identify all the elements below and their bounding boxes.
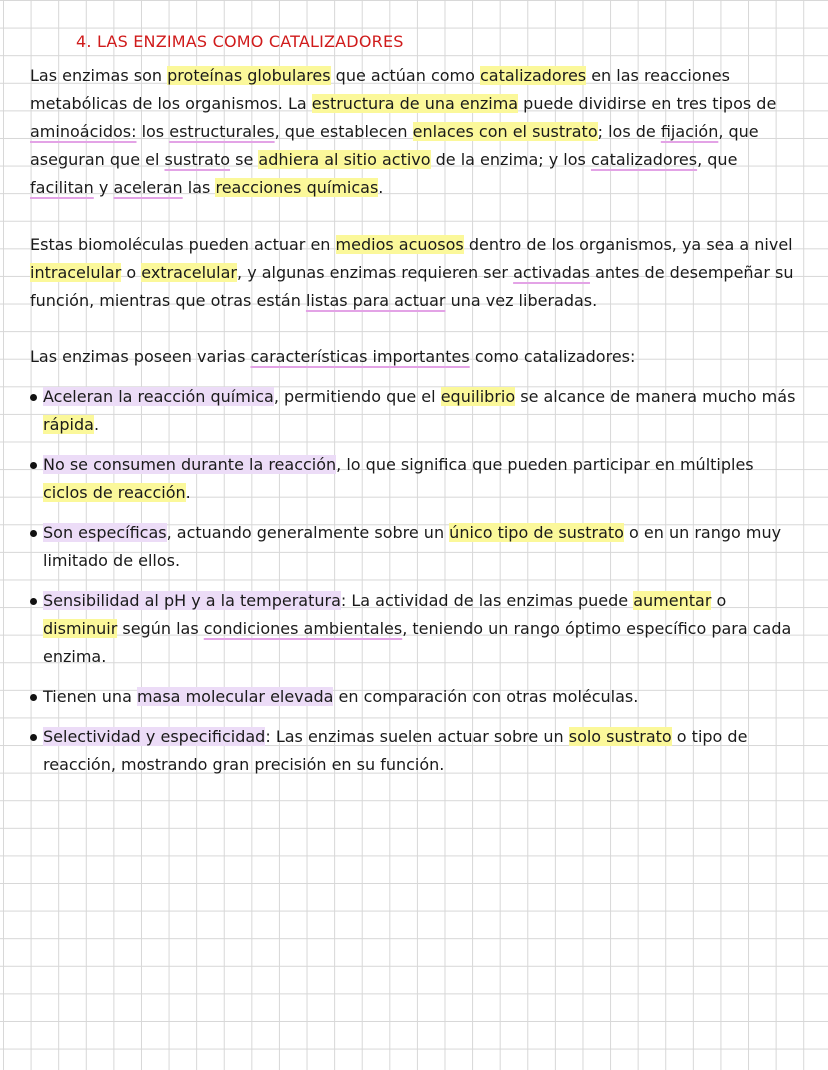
text: dentro de los organismos, ya sea a nivel <box>463 235 793 254</box>
text: . <box>378 178 384 197</box>
list-item <box>30 683 803 711</box>
highlight: adhiera al sitio activo <box>258 150 431 169</box>
list-item <box>30 451 803 507</box>
highlight: estructura de una enzima <box>311 94 519 113</box>
underline: fijación <box>660 122 719 141</box>
bullet-icon <box>30 734 37 741</box>
highlight: solo sustrato <box>568 727 672 746</box>
text: , actuando generalmente sobre un <box>166 523 450 542</box>
bullet-icon <box>30 462 37 469</box>
text: : Las enzimas suelen actuar sobre un <box>265 727 569 746</box>
text: Tienen una <box>43 687 137 706</box>
underline: activadas <box>513 263 590 282</box>
highlight: extracelular <box>141 263 238 282</box>
highlight: masa molecular elevada <box>136 687 334 706</box>
highlight: Selectividad y especificidad <box>43 727 266 746</box>
text: y <box>93 178 114 197</box>
text: o <box>711 591 727 610</box>
text: que actúan como <box>330 66 480 85</box>
text: en comparación con otras moléculas. <box>333 687 639 706</box>
text: , que <box>697 150 738 169</box>
highlight: enlaces con el sustrato <box>412 122 598 141</box>
text: o tipo de reacción, mostrando gran precisión en su función. <box>43 727 748 774</box>
text: Las enzimas son <box>30 66 168 85</box>
highlight: equilibrio <box>440 387 516 406</box>
bullet-icon <box>30 394 37 401</box>
text: o <box>121 263 142 282</box>
text: los <box>136 122 170 141</box>
bullet-icon <box>30 694 37 701</box>
list-item <box>30 587 803 671</box>
text: ; los de <box>597 122 661 141</box>
text: , teniendo un rango óptimo específico para cada enzima. <box>43 619 792 666</box>
section-title: 4. LAS ENZIMAS COMO CATALIZADORES <box>76 32 404 51</box>
text: , lo que significa que pueden participar en múltiples <box>336 455 754 474</box>
highlight: Son específicas <box>43 523 167 542</box>
highlight: Sensibilidad al pH y a la temperatura <box>43 591 341 610</box>
text: en las reacciones metabólicas de los organismos. La <box>30 66 730 113</box>
list-item <box>30 723 803 779</box>
text: las <box>182 178 216 197</box>
highlight: No se consumen durante la reacción <box>43 455 337 474</box>
highlight: medios acuosos <box>335 235 464 254</box>
text: , que aseguran que el <box>30 122 759 169</box>
paragraph-biomolecules <box>30 231 800 315</box>
text: puede dividirse en tres tipos de <box>518 94 777 113</box>
text: Estas biomoléculas pueden actuar en <box>30 235 336 254</box>
highlight: disminuir <box>43 619 118 638</box>
text: una vez liberadas. <box>445 291 598 310</box>
text: , y algunas enzimas requieren ser <box>237 263 514 282</box>
underline: características importantes <box>250 347 470 366</box>
highlight: proteínas globulares <box>167 66 331 85</box>
text: como catalizadores: <box>469 347 636 366</box>
highlight: rápida <box>43 415 94 434</box>
text: o en un rango muy limitado de ellos. <box>43 523 782 570</box>
text: . <box>185 483 191 502</box>
highlight: Aceleran la reacción química <box>43 387 274 406</box>
text: de la enzima; y los <box>430 150 591 169</box>
text: , permitiendo que el <box>273 387 441 406</box>
paragraph-characteristics-intro <box>30 343 800 371</box>
highlight: aumentar <box>633 591 712 610</box>
paragraph-enzymes-definition <box>30 62 800 202</box>
text: según las <box>117 619 204 638</box>
underline: catalizadores <box>590 150 698 169</box>
underline: aminoácidos: <box>30 122 137 141</box>
text: : La actividad de las enzimas puede <box>340 591 634 610</box>
text: se alcance de manera mucho más <box>515 387 796 406</box>
underline: facilitan <box>30 178 94 197</box>
text: , que establecen <box>274 122 413 141</box>
bullet-icon <box>30 598 37 605</box>
list-item <box>30 519 803 575</box>
underline: listas para actuar <box>305 291 446 310</box>
bullet-icon <box>30 530 37 537</box>
text: . <box>93 415 100 434</box>
list-item <box>30 383 803 439</box>
highlight: reacciones químicas <box>215 178 379 197</box>
highlight: único tipo de sustrato <box>449 523 624 542</box>
highlight: intracelular <box>30 263 122 282</box>
underline: aceleran <box>113 178 183 197</box>
text: Las enzimas poseen varias <box>30 347 251 366</box>
highlight: ciclos de reacción <box>43 483 186 502</box>
highlight: catalizadores <box>480 66 587 85</box>
underline: estructurales <box>169 122 275 141</box>
text: se <box>230 150 259 169</box>
underline: condiciones ambientales <box>203 619 403 638</box>
text: antes de desempeñar su función, mientras que otras están <box>30 263 794 310</box>
underline: sustrato <box>164 150 231 169</box>
